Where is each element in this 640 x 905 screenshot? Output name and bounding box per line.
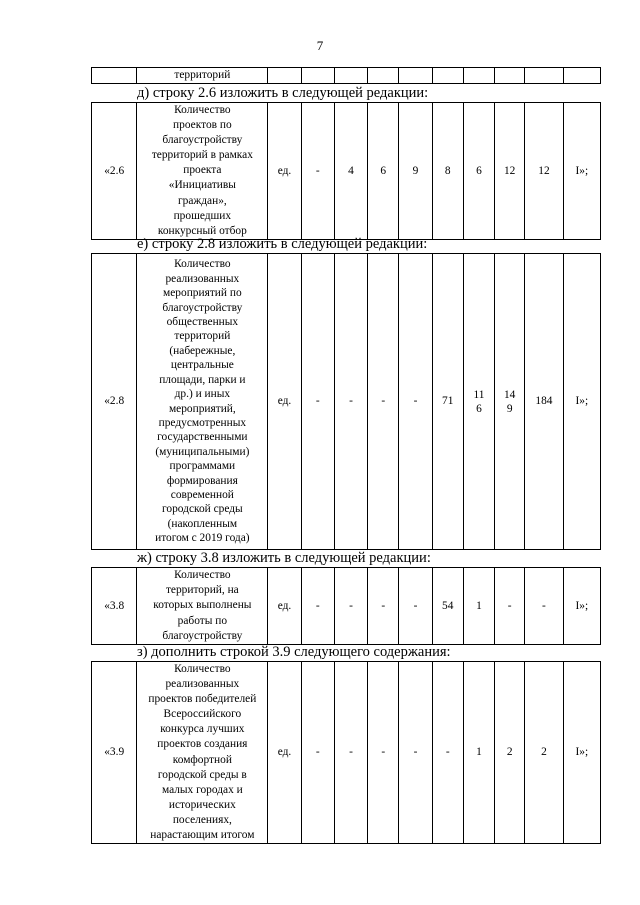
code-cell	[92, 68, 137, 84]
row-code: «3.8	[92, 568, 137, 645]
row-3-9-table	[91, 661, 601, 844]
row-3-8-table	[91, 567, 601, 645]
row-value: -	[334, 254, 367, 550]
row-2-8-table	[91, 253, 601, 550]
row-value: 4	[334, 103, 367, 240]
row-value: 9	[399, 103, 432, 240]
page-number: 7	[316, 38, 324, 53]
top-fragment-table	[91, 67, 601, 84]
row-value: -	[334, 568, 367, 645]
row-description: Количество реализованных проектов победителей Всероссийского конкурса лучших проектов создания комфортной городской среды в малых городах и исторических поселениях, нарастающим итогом	[137, 662, 268, 844]
row-value: 184	[525, 254, 563, 550]
section-caption: д) строку 2.6 изложить в следующей редакции:	[137, 85, 429, 101]
row-code: «3.9	[92, 662, 137, 844]
row-tail: I»;	[563, 254, 600, 550]
description-cell: территорий	[137, 68, 268, 84]
top-fragment-table-block	[91, 67, 601, 84]
row-code: «2.8	[92, 254, 137, 550]
row-value: 12	[525, 103, 563, 240]
row-value: -	[301, 254, 334, 550]
section-row-2-8	[91, 236, 601, 550]
row-unit: ед.	[268, 254, 301, 550]
row-value: 6	[368, 103, 399, 240]
row-value: -	[368, 254, 399, 550]
row-value: 1	[463, 568, 494, 645]
row-tail: I»;	[563, 662, 600, 844]
row-value: -	[368, 662, 399, 844]
row-unit: ед.	[268, 103, 301, 240]
row-value: 2	[525, 662, 563, 844]
row-unit: ед.	[268, 662, 301, 844]
row-code: «2.6	[92, 103, 137, 240]
section-row-3-9	[91, 644, 601, 844]
section-row-3-8	[91, 550, 601, 645]
row-value: 12	[495, 103, 525, 240]
row-value: 8	[432, 103, 463, 240]
row-value: -	[432, 662, 463, 844]
row-tail: I»;	[563, 568, 600, 645]
row-value: 11 6	[463, 254, 494, 550]
row-unit: ед.	[268, 568, 301, 645]
section-caption: ж) строку 3.8 изложить в следующей редакции:	[137, 550, 431, 566]
section-caption: з) дополнить строкой 3.9 следующего содержания:	[137, 644, 451, 660]
section-caption: е) строку 2.8 изложить в следующей редакции:	[137, 236, 428, 252]
row-value: 2	[495, 662, 525, 844]
row-value: -	[368, 568, 399, 645]
row-description: Количество проектов по благоустройству территорий в рамках проекта «Инициативы граждан», прошедших конкурсный отбор	[137, 103, 268, 240]
row-value: 54	[432, 568, 463, 645]
row-value: -	[301, 103, 334, 240]
row-value: -	[301, 568, 334, 645]
row-value: -	[301, 662, 334, 844]
row-value: 14 9	[495, 254, 525, 550]
row-value: -	[334, 662, 367, 844]
row-value: -	[399, 568, 432, 645]
row-value: 1	[463, 662, 494, 844]
row-tail: I»;	[563, 103, 600, 240]
row-value: -	[399, 662, 432, 844]
row-2-6-table	[91, 102, 601, 240]
row-value: -	[525, 568, 563, 645]
row-description: Количество территорий, на которых выполнены работы по благоустройству	[137, 568, 268, 645]
section-row-2-6	[91, 85, 601, 240]
row-value: -	[399, 254, 432, 550]
row-description: Количество реализованных мероприятий по благоустройству общественных территорий (набережные, центральные площади, парки и др.) и иных мероприятий, предусмотренных государственными (муниципальными) программами формирования современной городской среды (накопленным итогом с 2019 года)	[137, 254, 268, 550]
row-value: -	[495, 568, 525, 645]
row-value: 71	[432, 254, 463, 550]
row-value: 6	[463, 103, 494, 240]
